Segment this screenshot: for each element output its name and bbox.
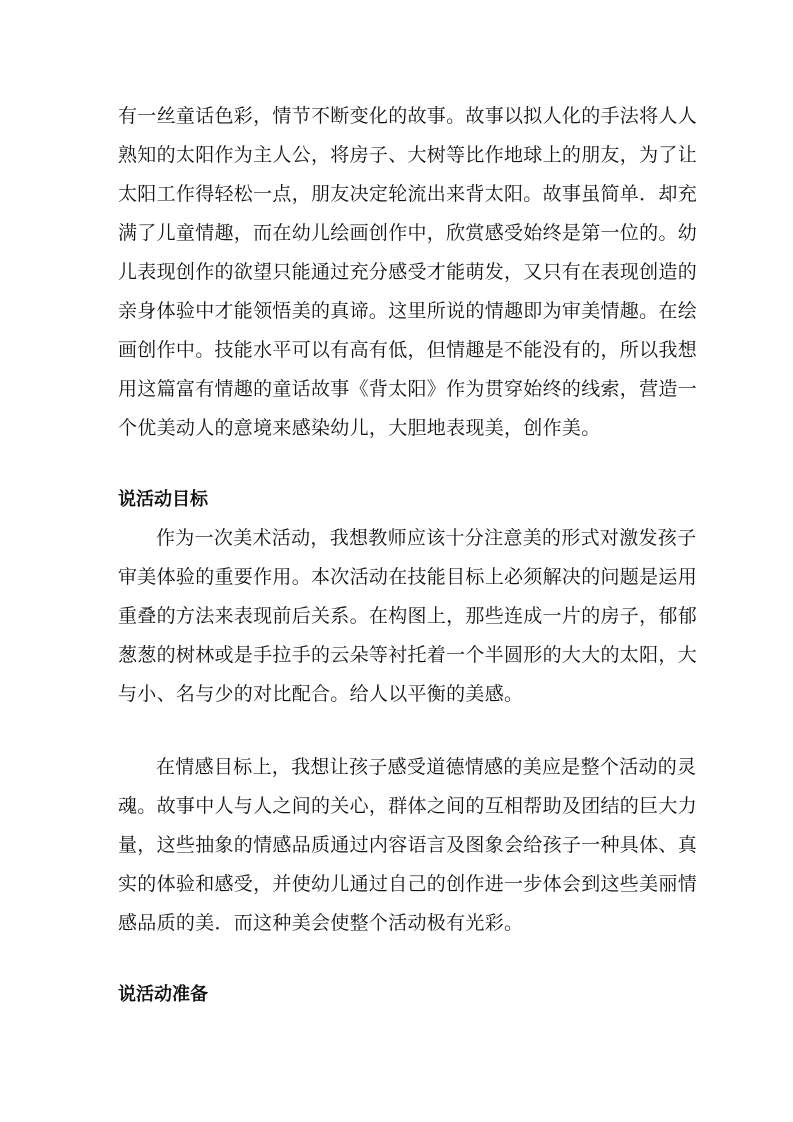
text-line: 与小、名与少的对比配合。给人以平衡的美感。 [118, 683, 524, 705]
text-line: 有一丝童话色彩，情节不断变化的故事。故事以拟人化的手法将人人 [118, 105, 698, 127]
text-line: 实的体验和感受，并使幼儿通过自己的创作进一步体会到这些美丽情 [118, 873, 698, 895]
text-line: 魂。故事中人与人之间的关心，群体之间的互相帮助及团结的巨大力 [118, 795, 698, 817]
section-heading-activity-goals: 说活动目标 [118, 489, 208, 510]
text-line: 在情感目标上，我想让孩子感受道德情感的美应是整个活动的灵 [156, 756, 697, 778]
text-line: 画创作中。技能水平可以有高有低，但情趣是不能没有的，所以我想 [118, 339, 698, 361]
text-line: 亲身体验中才能领悟美的真谛。这里所说的情趣即为审美情趣。在绘 [118, 300, 698, 322]
document-body [118, 97, 698, 1014]
text-line: 审美体验的重要作用。本次活动在技能目标上必须解决的问题是运用 [118, 566, 698, 588]
text-line: 满了儿童情趣，而在幼儿绘画创作中，欣赏感受始终是第一位的。幼 [118, 222, 698, 244]
text-line: 重叠的方法来表现前后关系。在构图上，那些连成一片的房子，郁郁 [118, 605, 698, 627]
text-line: 量，这些抽象的情感品质通过内容语言及图象会给孩子一种具体、真 [118, 834, 698, 856]
text-line: 熟知的太阳作为主人公，将房子、大树等比作地球上的朋友，为了让 [118, 144, 698, 166]
text-line: 作为一次美术活动，我想教师应该十分注意美的形式对激发孩子 [156, 527, 697, 549]
paragraph-story-description [118, 97, 698, 448]
paragraph-skill-goals [118, 519, 698, 714]
text-line: 葱葱的树林或是手拉手的云朵等衬托着一个半圆形的大大的太阳，大 [118, 644, 698, 666]
text-line: 用这篇富有情趣的童话故事《背太阳》作为贯穿始终的线索，营造一 [118, 378, 698, 400]
paragraph-emotion-goals [118, 748, 698, 943]
text-line: 个优美动人的意境来感染幼儿，大胆地表现美，创作美。 [118, 417, 601, 439]
text-line: 儿表现创作的欲望只能通过充分感受才能萌发，又只有在表现创造的 [118, 261, 698, 283]
section-heading-activity-preparation: 说活动准备 [118, 984, 208, 1005]
text-line: 感品质的美．而这种美会使整个活动极有光彩。 [118, 912, 524, 934]
text-line: 太阳工作得轻松一点，朋友决定轮流出来背太阳。故事虽简单．却充 [118, 183, 698, 205]
